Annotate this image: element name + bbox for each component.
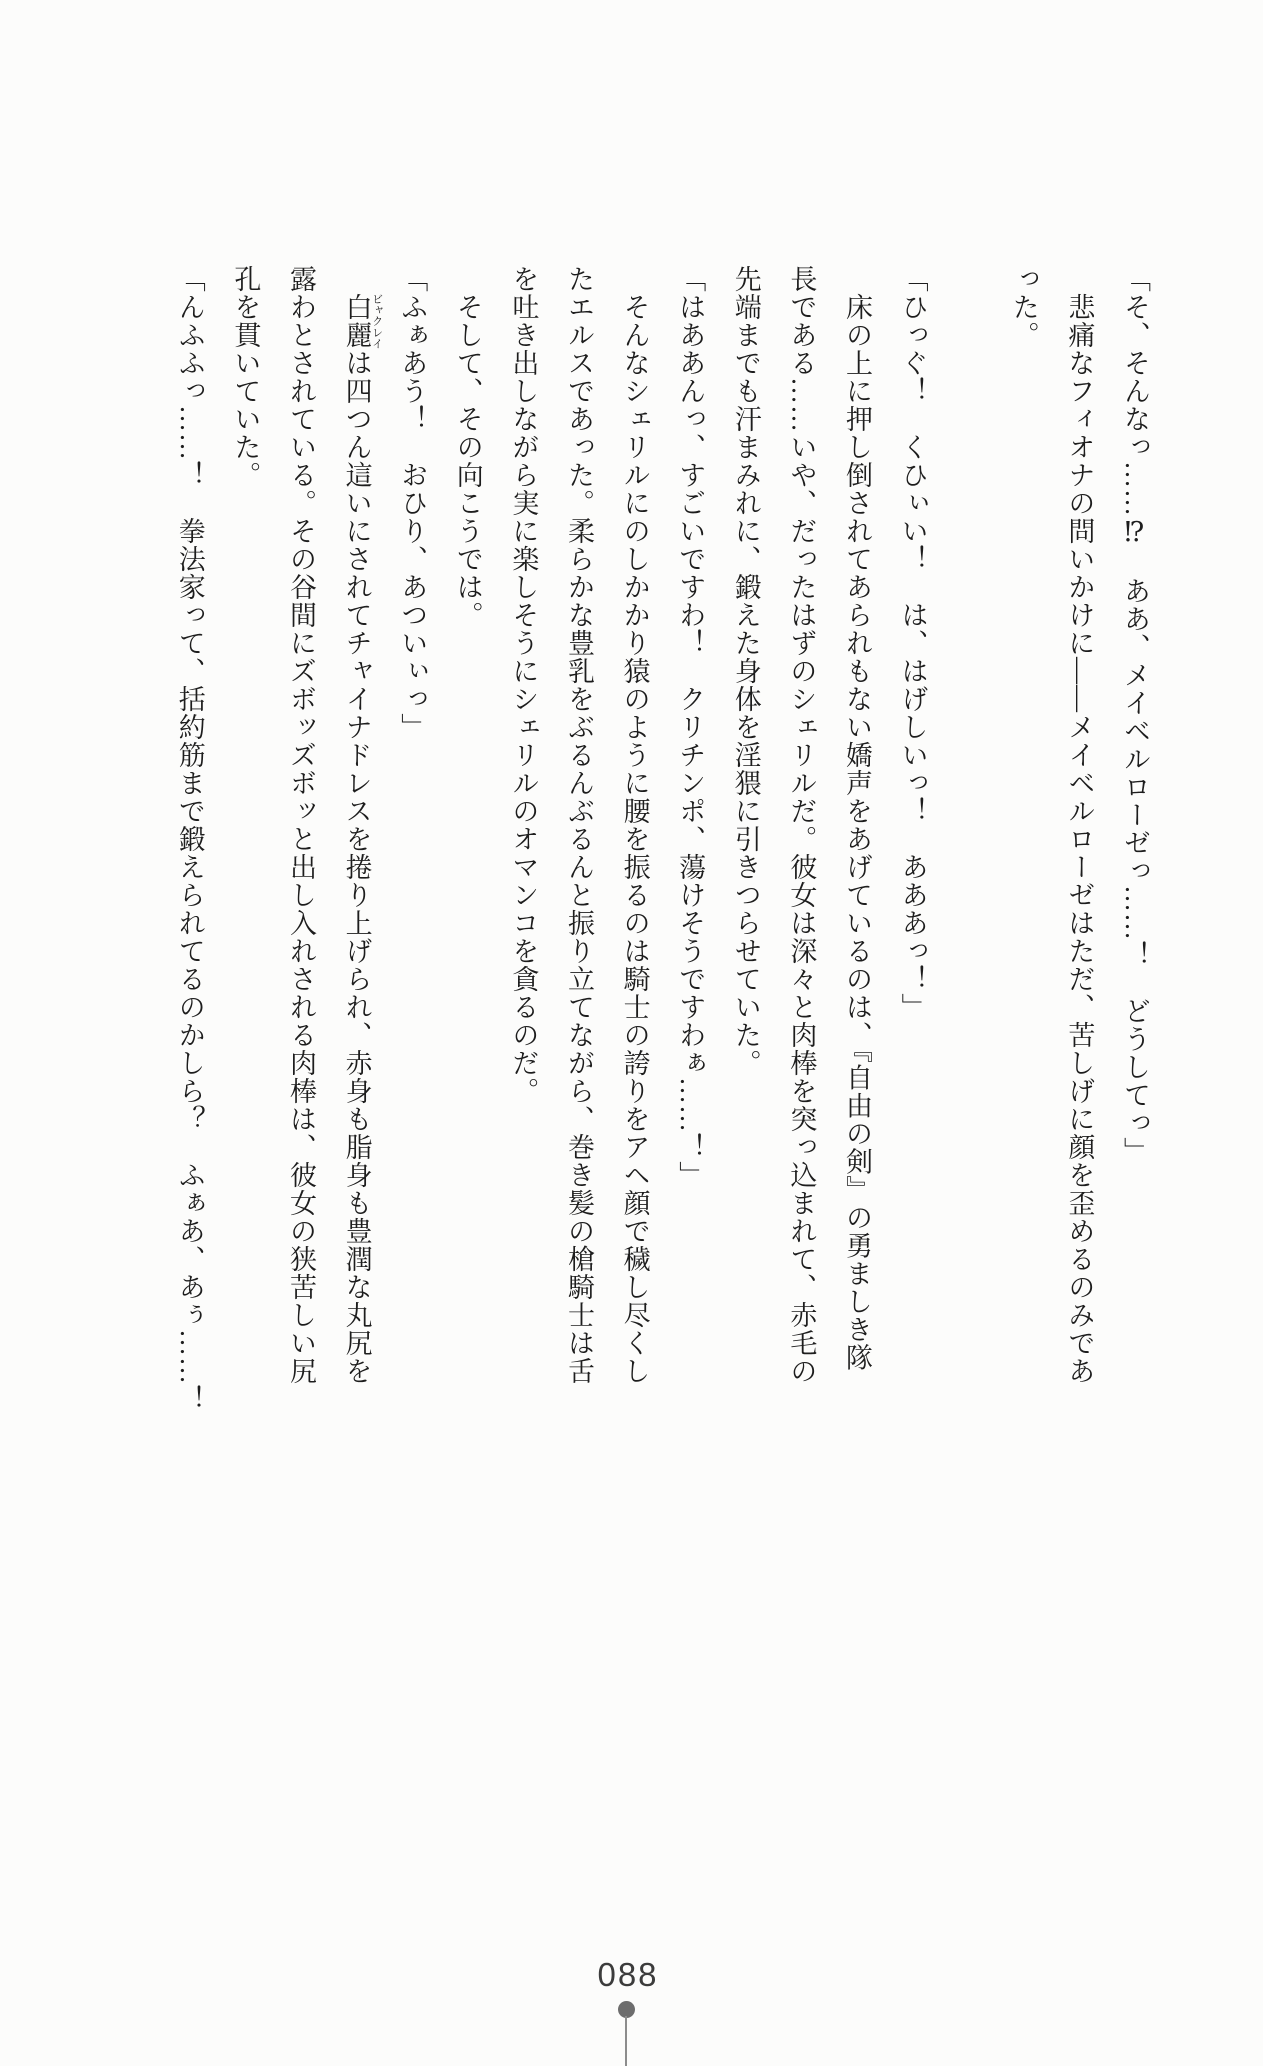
text-line-4: 「ひっぐ！ くひぃい！ は、はげしいっ！ あああっ！」	[897, 265, 928, 1021]
text-line-17: 「んふふっ……！ 拳法家って、括約筋まで鍛えられてるのかしら？ ふぁあ、あぅ……！	[174, 265, 205, 1413]
text-line-10: たエルスであった。柔らかな豊乳をぶるんぶるんと振り立てながら、巻き髪の槍騎士は舌	[564, 265, 594, 1385]
text-line-2: 悲痛なフィオナの問いかけに――メイベルローゼはただ、苦しげに顔を歪めるのみであ	[1064, 293, 1095, 1385]
ruby-annotated-name: 白麗 ビャクレイ	[341, 293, 383, 349]
text-line-5: 床の上に押し倒されてあられもない嬌声をあげているのは、『自由の剣』の勇ましき隊	[842, 293, 872, 1372]
page-marker-line	[625, 2016, 627, 2066]
text-line-11: を吐き出しながら実に楽しそうにシェリルのオマンコを貪るのだ。	[508, 265, 539, 1105]
page-number: 088	[597, 1956, 659, 1993]
text-line-8: 「はああんっ、すごいですわ！ クリチンポ、蕩けそうですわぁ……！」	[675, 265, 706, 1189]
text-line-6: 長である……いや、だったはずのシェリルだ。彼女は深々と肉棒を突っ込まれて、赤毛の	[786, 265, 817, 1385]
text-line-3: った。	[1008, 265, 1039, 349]
text-line-13: 「ふぁあう！ おひり、あついぃっ」	[397, 265, 428, 741]
text-line-15: 露わとされている。その谷間にズボッズボッと出し入れされる肉棒は、彼女の狭苦しい尻	[286, 265, 316, 1385]
text-line-1: 「そ、そんなっ……⁉ ああ、メイベルローゼっ……！ どうしてっ」	[1120, 265, 1150, 1165]
text-line-7: 先端までも汗まみれに、鍛えた身体を淫猥に引きつらせていた。	[730, 265, 761, 1077]
text-line-9: そんなシェリルにのしかかり猿のように腰を振るのは騎士の誇りをアヘ顔で穢し尽くし	[619, 293, 650, 1385]
text-line-16: 孔を貫いていた。	[230, 265, 261, 489]
text-line-12: そして、その向こうでは。	[452, 293, 483, 629]
text-line-14: 白麗 ビャクレイは四つん這いにされてチャイナドレスを捲り上げられ、赤身も脂身も豊潤な丸尻を	[341, 293, 383, 1385]
